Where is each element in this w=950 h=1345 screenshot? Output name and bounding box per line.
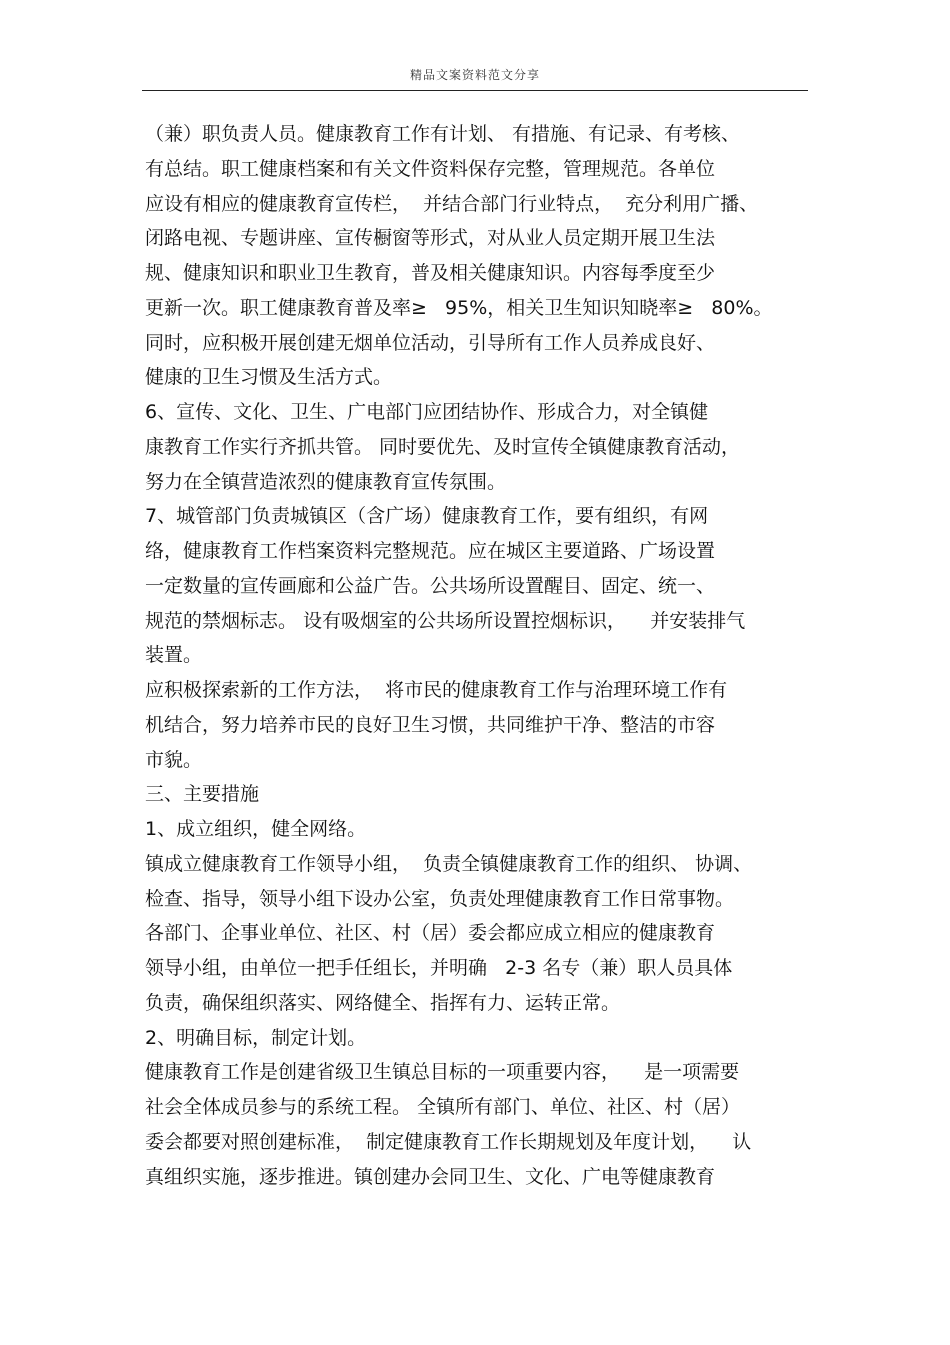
- text-line: 领导小组，由单位一把手任组长，并明确 2-3 名专（兼）职人员具体: [145, 957, 733, 979]
- text-line: 装置。: [145, 644, 203, 667]
- text-line: 更新一次。职工健康教育普及率≥ 95%，相关卫生知识知晓率≥ 80%。: [145, 296, 773, 319]
- text-line: 规、健康知识和职业卫生教育，普及相关健康知识。内容每季度至少: [145, 262, 716, 284]
- text-line: 真组织实施，逐步推进。镇创建办会同卫生、文化、广电等健康教育: [145, 1165, 716, 1188]
- text-line: 市貌。: [145, 748, 203, 771]
- text-line: 2、明确目标，制定计划。: [145, 1026, 367, 1049]
- text-line: 委会都要对照创建标准， 制定健康教育工作长期规划及年度计划， 认: [145, 1130, 752, 1153]
- text-line: 健康教育工作是创建省级卫生镇总目标的一项重要内容， 是一项需要: [145, 1061, 740, 1084]
- text-line: 7、城管部门负责城镇区（含广场）健康教育工作，要有组织，有网: [145, 505, 709, 528]
- text-line: 有总结。职工健康档案和有关文件资料保存完整，管理规范。各单位: [145, 157, 716, 180]
- text-line: 一定数量的宣传画廊和公益广告。公共场所设置醒目、固定、统一、: [145, 574, 716, 597]
- header-divider: [142, 90, 808, 91]
- text-line: 健康的卫生习惯及生活方式。: [145, 366, 393, 389]
- text-line: 康教育工作实行齐抓共管。 同时要优先、及时宣传全镇健康教育活动，: [145, 435, 741, 458]
- text-line: 同时，应积极开展创建无烟单位活动，引导所有工作人员养成良好、: [145, 331, 716, 354]
- text-line: 努力在全镇营造浓烈的健康教育宣传氛围。: [145, 470, 507, 493]
- text-line: 检查、指导，领导小组下设办公室，负责处理健康教育工作日常事物。: [145, 887, 735, 910]
- text-line: 各部门、企事业单位、社区、村（居）委会都应成立相应的健康教育: [145, 922, 716, 945]
- text-line: （兼）职负责人员。健康教育工作有计划、 有措施、有记录、有考核、: [145, 123, 741, 145]
- text-line: 6、宣传、文化、卫生、广电部门应团结协作、形成合力，对全镇健: [145, 401, 709, 423]
- page-header: 精品文案资料范文分享: [409, 68, 540, 82]
- text-line: 应积极探索新的工作方法， 将市民的健康教育工作与治理环境工作有: [145, 679, 728, 701]
- text-line: 负责，确保组织落实、网络健全、指挥有力、运转正常。: [145, 991, 621, 1014]
- text-line: 应设有相应的健康教育宣传栏， 并结合部门行业特点， 充分利用广播、: [145, 192, 759, 215]
- text-line: 1、成立组织，健全网络。: [145, 818, 367, 840]
- section-heading: 三、主要措施: [145, 783, 260, 806]
- text-line: 社会全体成员参与的系统工程。 全镇所有部门、单位、社区、村（居）: [145, 1096, 741, 1118]
- text-line: 机结合，努力培养市民的良好卫生习惯，共同维护干净、整洁的市容: [145, 713, 716, 736]
- text-line: 闭路电视、专题讲座、宣传橱窗等形式，对从业人员定期开展卫生法: [145, 227, 716, 250]
- text-line: 镇成立健康教育工作领导小组， 负责全镇健康教育工作的组织、 协调、: [145, 852, 753, 875]
- document-body: [145, 117, 810, 1194]
- text-line: 规范的禁烟标志。 设有吸烟室的公共场所设置控烟标识， 并安装排气: [145, 609, 746, 632]
- text-line: 络，健康教育工作档案资料完整规范。应在城区主要道路、广场设置: [145, 540, 716, 562]
